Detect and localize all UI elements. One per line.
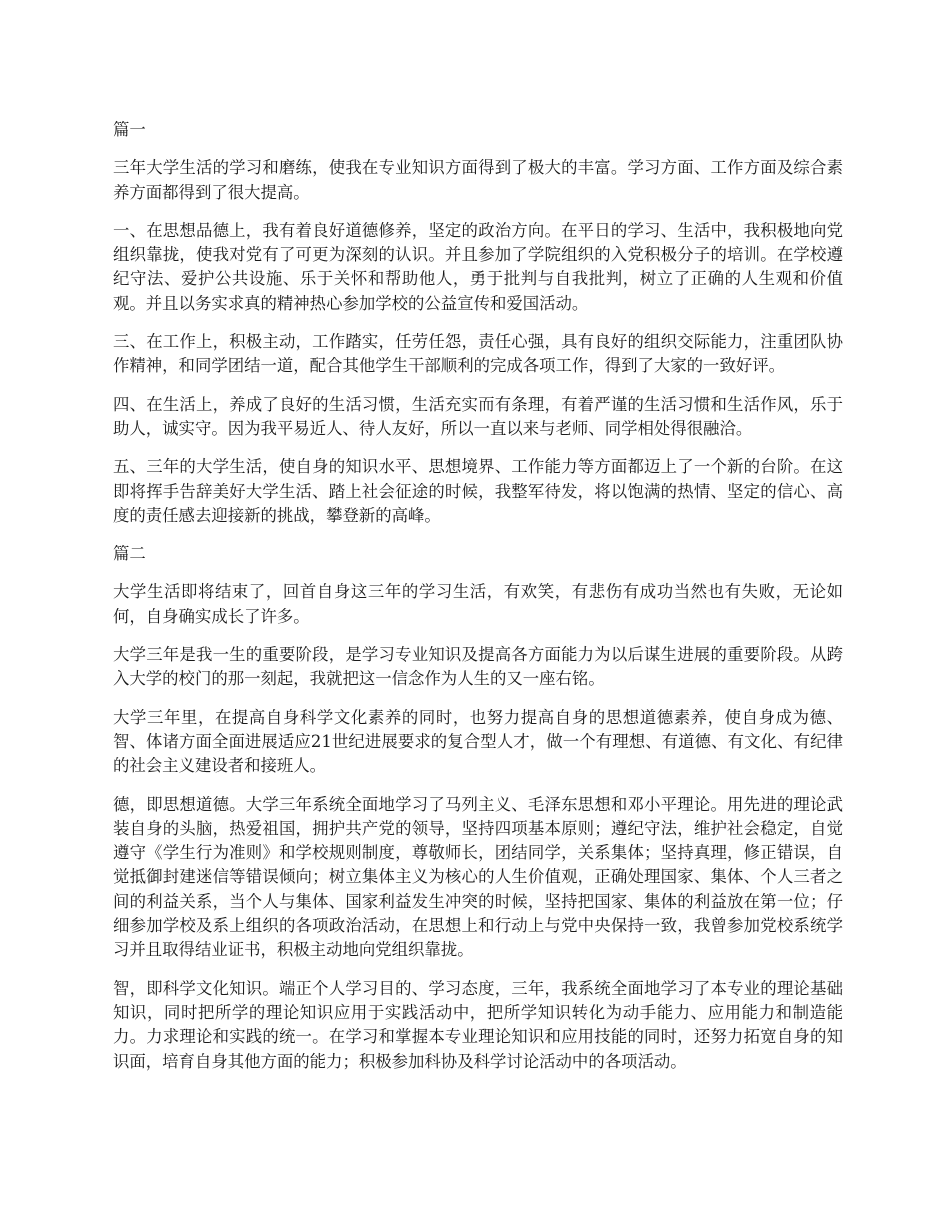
section-heading: 篇二 [113,544,146,564]
paragraph: 大学三年里，在提高自身科学文化素养的同时，也努力提高自身的思想道德素养，使自身成为德、智、体诸方面全面进展适应21世纪进展要求的复合型人才，做一个有理想、有道德、有文化、有纪律的社会主义建设者和接班人。 [113,707,843,776]
paragraph: 大学生活即将结束了，回首自身这三年的学习生活，有欢笑，有悲伤有成功当然也有失败，无论如何，自身确实成长了许多。 [113,582,843,626]
section-one [113,118,843,528]
paragraph: 智，即科学文化知识。端正个人学习目的、学习态度，三年，我系统全面地学习了本专业的理论基础知识，同时把所学的理论知识应用于实践活动中，把所学知识转化为动手能力、应用能力和制造能力。力求理论和实践的统一。在学习和掌握本专业理论知识和应用技能的同时，还努力拓宽自身的知识面，培育自身其他方面的能力；积极参加科协及科学讨论活动中的各项活动。 [113,978,843,1071]
section-two [113,542,843,1074]
paragraph: 三年大学生活的学习和磨练，使我在专业知识方面得到了极大的丰富。学习方面、工作方面及综合素养方面都得到了很大提高。 [113,158,843,202]
paragraph: 五、三年的大学生活，使自身的知识水平、思想境界、工作能力等方面都迈上了一个新的台阶。在这即将挥手告辞美好大学生活、踏上社会征途的时候，我整军待发，将以饱满的热情、坚定的信心、高度的责任感去迎接新的挑战，攀登新的高峰。 [113,457,843,525]
paragraph: 一、在思想品德上，我有着良好道德修养，坚定的政治方向。在平日的学习、生活中，我积极地向党组织靠拢，使我对党有了可更为深刻的认识。并且参加了学院组织的入党积极分子的培训。在学校遵纪守法、爱护公共设施、乐于关怀和帮助他人，勇于批判与自我批判，树立了正确的人生观和价值观。并且以务实求真的精神热心参加学校的公益宣传和爱国活动。 [113,220,843,313]
section-heading: 篇一 [113,120,146,139]
paragraph: 德，即思想道德。大学三年系统全面地学习了马列主义、毛泽东思想和邓小平理论。用先进的理论武装自身的头脑，热爱祖国，拥护共产党的领导，坚持四项基本原则；遵纪守法，维护社会稳定，自觉遵守《学生行为准则》和学校规则制度，尊敬师长，团结同学，关系集体；坚持真理，修正错误，自觉抵御封建迷信等错误倾向；树立集体主义为核心的人生价值观，正确处理国家、集体、个人三者之间的利益关系，当个人与集体、国家利益发生冲突的时候，坚持把国家、集体的利益放在第一位；仔细参加学校及系上组织的各项政治活动，在思想上和行动上与党中央保持一致，我曾参加党校系统学习并且取得结业证书，积极主动地向党组织靠拢。 [113,794,843,960]
document-body [113,118,843,1088]
paragraph: 四、在生活上，养成了良好的生活习惯，生活充实而有条理，有着严谨的生活习惯和生活作风，乐于助人，诚实守。因为我平易近人、待人友好，所以一直以来与老师、同学相处得很融洽。 [113,394,843,438]
paragraph: 三、在工作上，积极主动，工作踏实，任劳任怨，责任心强，具有良好的组织交际能力，注重团队协作精神，和同学团结一道，配合其他学生干部顺利的完成各项工作，得到了大家的一致好评。 [113,332,843,376]
paragraph: 大学三年是我一生的重要阶段，是学习专业知识及提高各方面能力为以后谋生进展的重要阶段。从跨入大学的校门的那一刻起，我就把这一信念作为人生的又一座右铭。 [113,645,843,689]
